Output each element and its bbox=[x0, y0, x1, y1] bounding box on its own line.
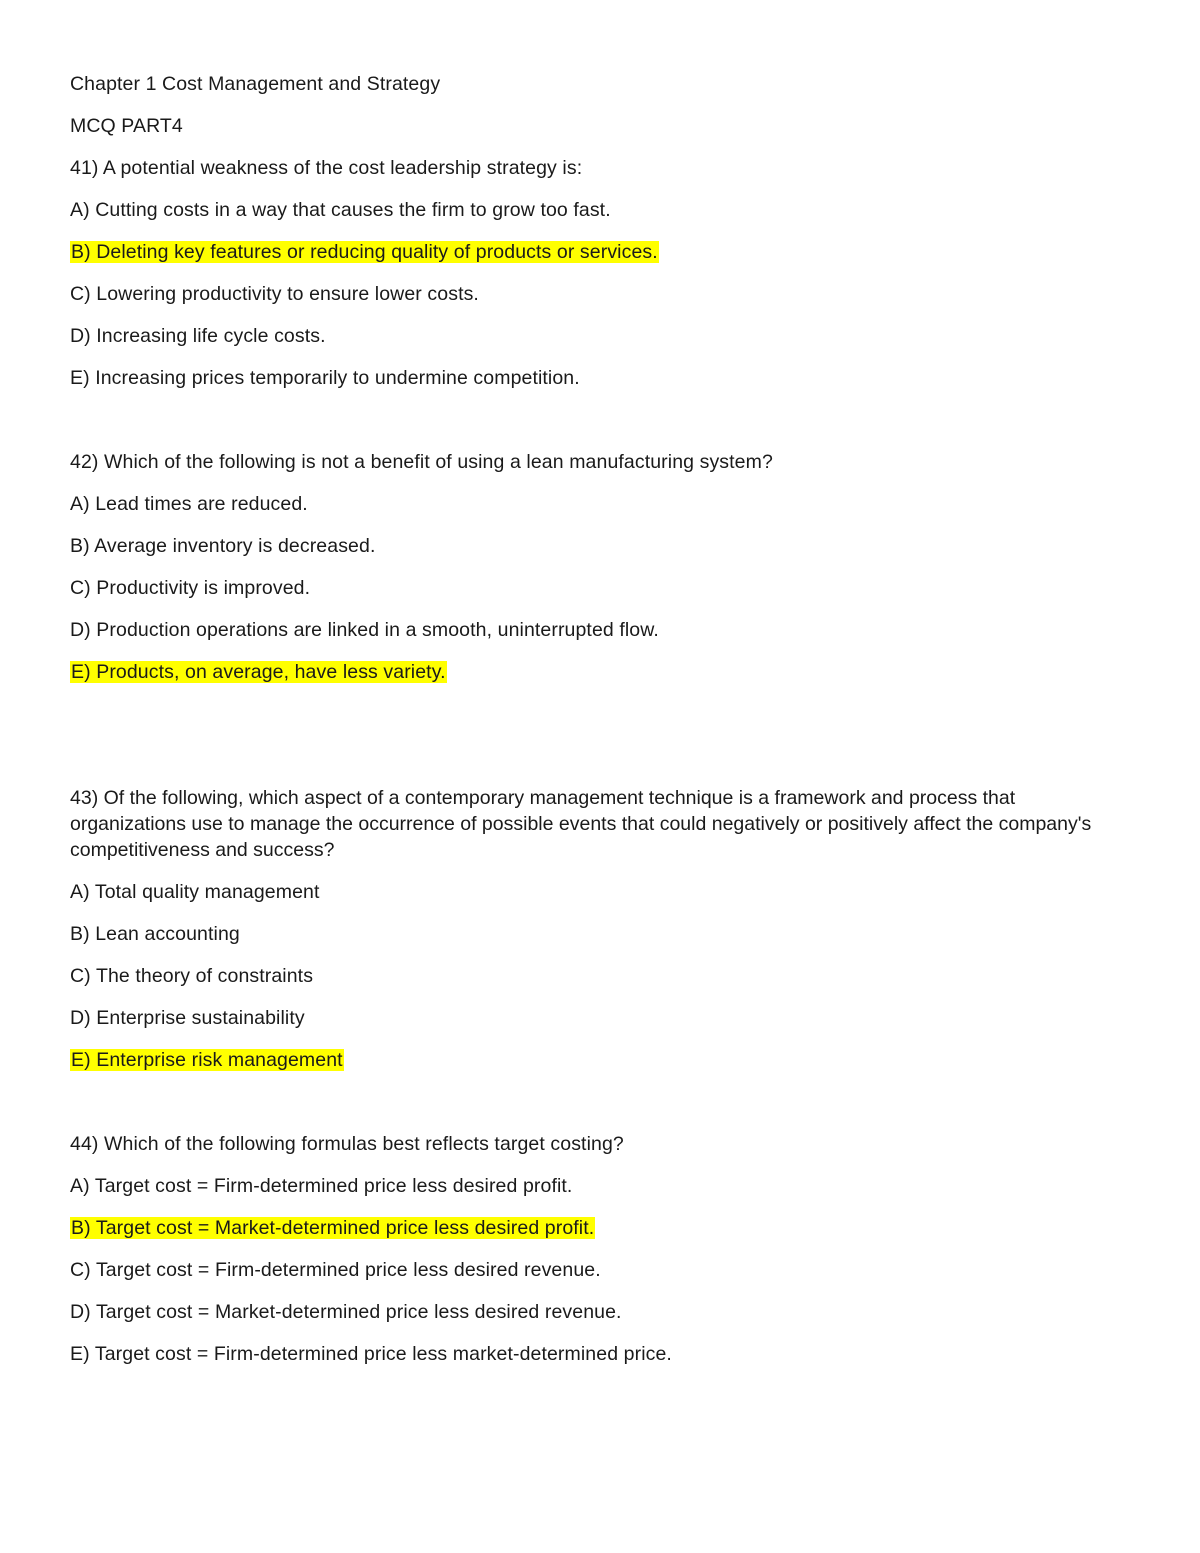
answer-option: D) Increasing life cycle costs. bbox=[70, 325, 326, 347]
answer-option: C) Productivity is improved. bbox=[70, 577, 311, 599]
answer-option: E) Target cost = Firm-determined price less market-determined price. bbox=[70, 1343, 672, 1365]
answer-option: A) Cutting costs in a way that causes the firm to grow too fast. bbox=[70, 199, 611, 221]
answer-option-highlighted bbox=[70, 660, 447, 684]
answer-option: D) Production operations are linked in a smooth, uninterrupted flow. bbox=[70, 619, 659, 641]
question-text: 41) A potential weakness of the cost leadership strategy is: bbox=[70, 157, 583, 179]
answer-option: A) Target cost = Firm-determined price less desired profit. bbox=[70, 1175, 573, 1197]
highlighted-answer: B) Target cost = Market-determined price less desired profit. bbox=[71, 1217, 595, 1239]
answer-option: D) Enterprise sustainability bbox=[70, 1007, 305, 1029]
answer-option: C) Lowering productivity to ensure lower costs. bbox=[70, 283, 479, 305]
question-text: 42) Which of the following is not a benefit of using a lean manufacturing system? bbox=[70, 451, 773, 473]
answer-option-highlighted bbox=[70, 1048, 344, 1072]
answer-option-highlighted bbox=[70, 1216, 595, 1240]
highlighted-answer: E) Products, on average, have less variety. bbox=[71, 661, 446, 683]
question-text: 44) Which of the following formulas best reflects target costing? bbox=[70, 1133, 624, 1155]
answer-option: B) Lean accounting bbox=[70, 923, 240, 945]
question-text: 43) Of the following, which aspect of a contemporary management technique is a framework and process that organizations use to manage the occurrence of possible events that could negatively or positively affect the company's competitiveness and success? bbox=[70, 787, 1092, 861]
answer-option: D) Target cost = Market-determined price less desired revenue. bbox=[70, 1301, 622, 1323]
section-label: MCQ PART4 bbox=[70, 115, 183, 137]
answer-option: A) Lead times are reduced. bbox=[70, 493, 308, 515]
answer-option: E) Increasing prices temporarily to undermine competition. bbox=[70, 367, 580, 389]
answer-option: B) Average inventory is decreased. bbox=[70, 535, 376, 557]
answer-option: A) Total quality management bbox=[70, 881, 320, 903]
answer-option-highlighted bbox=[70, 240, 659, 264]
chapter-title: Chapter 1 Cost Management and Strategy bbox=[70, 73, 441, 95]
answer-option: C) The theory of constraints bbox=[70, 965, 314, 987]
answer-option: C) Target cost = Firm-determined price less desired revenue. bbox=[70, 1259, 601, 1281]
highlighted-answer: B) Deleting key features or reducing quality of products or services. bbox=[71, 241, 658, 263]
highlighted-answer: E) Enterprise risk management bbox=[71, 1049, 343, 1071]
